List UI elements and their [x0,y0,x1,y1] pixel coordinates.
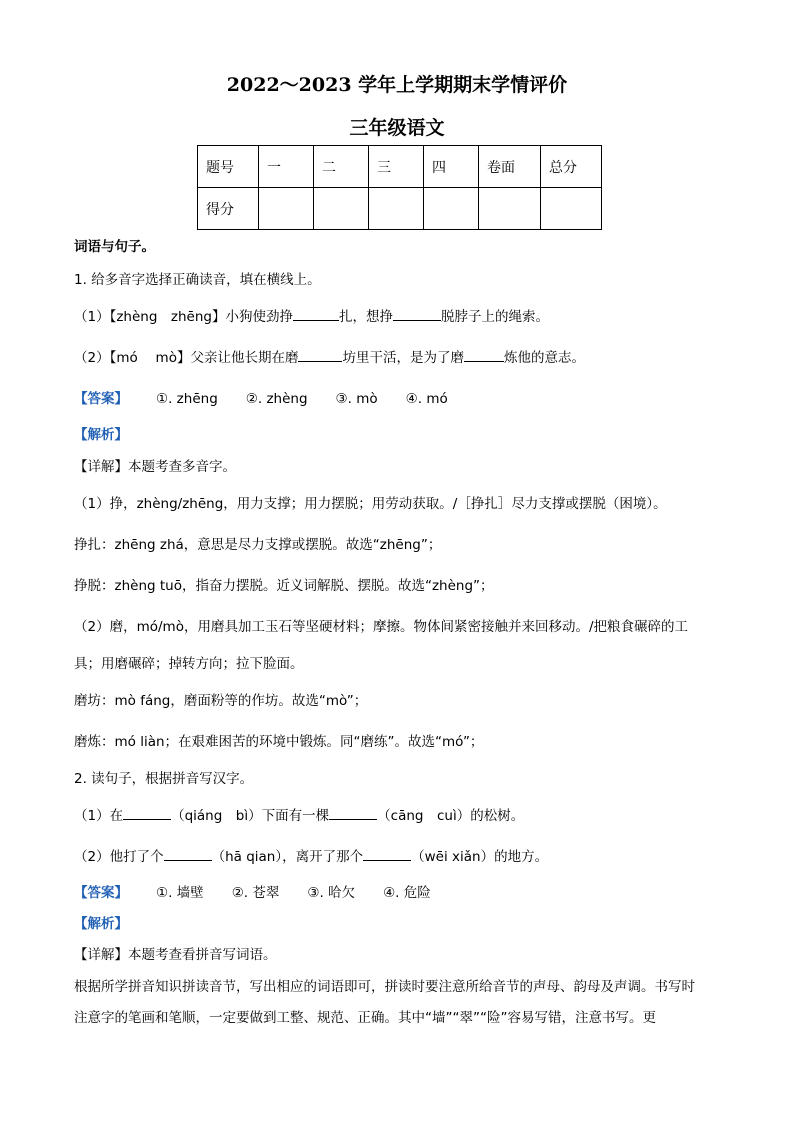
detail-intro: 本题考查看拼音写词语。 [128,947,277,963]
explanation-line: 根据所学拼音知识拼读音节，写出相应的词语即可，拼读时要注意所给音节的声母、韵母及声调。书写时 [74,979,695,995]
score-cell: 四 [424,146,479,188]
score-cell [259,188,314,230]
explanation-line: 挣扎：zhēng zhá，意思是尽力支撑或摆脱。故选“zhēng”； [74,537,442,553]
score-cell: 题号 [198,146,259,188]
exam-subtitle: 三年级语文 [349,117,445,139]
explanation-line: （1）挣，zhèng/zhēng，用力支撑；用力摆脱；用劳动获取。/［挣扎］尽力支撑或摆脱（困境）。 [74,496,667,512]
explanation-line: 注意字的笔画和笔顺，一定要做到工整、规范、正确。其中“墙”“翠”“险”容易写错，注意书写。更 [74,1010,656,1026]
section-title: 词语与句子。 [74,239,155,255]
explanation-line: （2）磨，mó/mò，用磨具加工玉石等坚硬材料；摩擦。物体间紧密接触并来回移动。/把粮食碾碎的工 [74,619,689,635]
question-1-stem: 1. 给多音字选择正确读音，填在横线上。 [74,272,321,288]
score-table-score-row [198,188,602,230]
detail-label: 【详解】 [74,947,128,963]
text-segment: 炼他的意志。 [503,350,585,366]
answer-item: ③. 哈欠 [307,885,356,901]
text-segment: （hā qian），离开了那个 [211,849,364,865]
text-segment: （wēi xiǎn）的地方。 [411,849,549,865]
score-cell: 三 [369,146,424,188]
answer-item: ②. 苍翠 [231,885,280,901]
score-cell [479,188,541,230]
answer-item: ①. 墙壁 [156,885,204,901]
score-cell [369,188,424,230]
text-segment: （qiáng bì）下面有一棵 [171,808,330,824]
text-segment: （1）【zhèng zhēng】小狗使劲挣 [74,309,293,325]
question-1-sentence-1 [74,305,549,325]
text-segment: 坊里干活，是为了磨 [342,350,464,366]
detail-line [74,455,236,475]
score-cell: 卷面 [479,146,541,188]
text-segment: （2）他打了个 [74,849,164,865]
question-2-answer [74,881,431,901]
analysis-label: 【解析】 [74,427,128,443]
explanation-line: 磨坊：mò fáng，磨面粉等的作坊。故选“mò”； [74,693,368,709]
analysis-label: 【解析】 [74,916,128,932]
detail-line [74,943,277,963]
score-table [197,145,602,230]
score-table-header-row [198,146,602,188]
answer-label: 【答案】 [74,391,128,407]
question-2-sentence-2 [74,845,548,865]
answer-item: ④. 危险 [383,885,431,901]
text-segment: 脱脖子上的绳索。 [441,309,549,325]
score-cell [541,188,602,230]
answer-item: ①. zhēng [156,391,218,407]
score-cell [424,188,479,230]
explanation-line: 具；用磨碾碎；掉转方向；拉下脸面。 [74,656,304,672]
blank-line [363,848,411,861]
blank-line [298,349,342,362]
detail-label: 【详解】 [74,459,128,475]
answer-item: ④. mó [405,391,448,407]
blank-line [464,349,504,362]
text-segment: （cāng cuì）的松树。 [377,808,525,824]
explanation-line: 挣脱：zhèng tuō，指奋力摆脱。近义词解脱、摆脱。故选“zhèng”； [74,578,494,594]
question-2-sentence-1 [74,804,524,824]
blank-line [164,848,212,861]
score-cell: 一 [259,146,314,188]
blank-line [123,807,171,820]
detail-intro: 本题考查多音字。 [128,459,236,475]
question-1-answer [74,387,448,407]
answer-item: ②. zhèng [245,391,308,407]
blank-line [293,308,339,321]
question-2-stem: 2. 读句子，根据拼音写汉字。 [74,771,254,787]
blank-line [393,308,441,321]
exam-title: 2022～2023 学年上学期期末学情评价 [226,74,568,96]
text-segment: 扎，想挣 [339,309,393,325]
score-cell: 总分 [541,146,602,188]
explanation-line: 磨炼：mó liàn；在艰难困苦的环境中锻炼。同“磨练”。故选“mó”； [74,734,484,750]
score-cell: 二 [314,146,369,188]
answer-label: 【答案】 [74,885,128,901]
score-cell [314,188,369,230]
answer-item: ③. mò [335,391,378,407]
text-segment: （2）【mó mò】父亲让他长期在磨 [74,350,299,366]
score-cell: 得分 [198,188,259,230]
blank-line [329,807,377,820]
question-1-sentence-2 [74,346,585,366]
text-segment: （1）在 [74,808,124,824]
